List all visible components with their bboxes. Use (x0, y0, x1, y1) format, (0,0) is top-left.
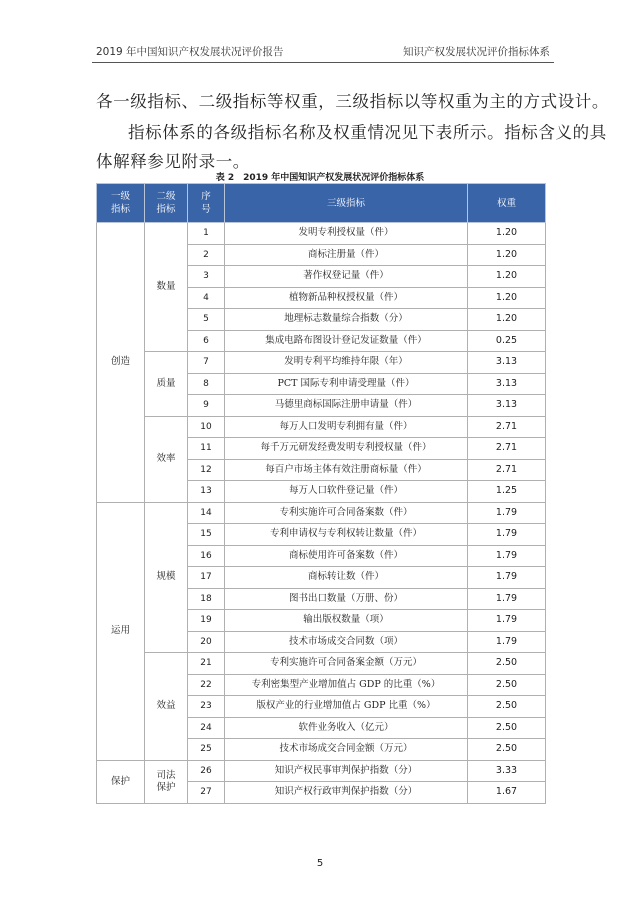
indicator-name: 每千万元研发经费发明专利授权量（件） (225, 438, 468, 460)
header-left: 2019 年中国知识产权发展状况评价报告 (96, 46, 284, 58)
indicator-weight: 2.50 (468, 717, 546, 739)
row-number: 21 (188, 653, 225, 675)
row-number: 7 (188, 352, 225, 374)
row-number: 1 (188, 223, 225, 245)
row-number: 24 (188, 717, 225, 739)
row-number: 13 (188, 481, 225, 503)
indicator-table (96, 183, 546, 804)
indicator-name: 每万人口发明专利拥有量（件） (225, 416, 468, 438)
row-number: 11 (188, 438, 225, 460)
row-number: 12 (188, 459, 225, 481)
indicator-weight: 3.13 (468, 352, 546, 374)
level2-quantity: 数量 (145, 223, 188, 352)
indicator-weight: 2.50 (468, 739, 546, 761)
indicator-weight: 1.20 (468, 244, 546, 266)
level2-benefit: 效益 (145, 653, 188, 761)
row-number: 8 (188, 373, 225, 395)
indicator-name: 植物新品种权授权量（件） (225, 287, 468, 309)
indicator-weight: 2.71 (468, 459, 546, 481)
indicator-name: 商标使用许可备案数（件） (225, 545, 468, 567)
row-number: 18 (188, 588, 225, 610)
indicator-weight: 2.71 (468, 416, 546, 438)
level2-efficiency: 效率 (145, 416, 188, 502)
indicator-name: 技术市场成交合同数（项） (225, 631, 468, 653)
body-line-1: 各一级指标、二级指标等权重，三级指标以等权重为主的方式设计。 (96, 92, 609, 111)
row-number: 15 (188, 524, 225, 546)
row-number: 10 (188, 416, 225, 438)
indicator-weight: 1.20 (468, 287, 546, 309)
indicator-weight: 3.33 (468, 760, 546, 782)
indicator-weight: 3.13 (468, 395, 546, 417)
indicator-weight: 3.13 (468, 373, 546, 395)
header-weight: 权重 (468, 184, 546, 223)
indicator-name: 图书出口数量（万册、份） (225, 588, 468, 610)
table-row (97, 653, 546, 675)
indicator-name: 专利实施许可合同备案金额（万元） (225, 653, 468, 675)
row-number: 25 (188, 739, 225, 761)
header-serial: 序 号 (188, 184, 225, 223)
indicator-name: 马德里商标国际注册申请量（件） (225, 395, 468, 417)
indicator-weight: 2.71 (468, 438, 546, 460)
indicator-weight: 1.79 (468, 567, 546, 589)
indicator-weight: 1.79 (468, 524, 546, 546)
indicator-name: 发明专利授权量（件） (225, 223, 468, 245)
row-number: 16 (188, 545, 225, 567)
row-number: 9 (188, 395, 225, 417)
level1-protect: 保护 (97, 760, 145, 803)
indicator-name: 每万人口软件登记量（件） (225, 481, 468, 503)
indicator-name: 专利实施许可合同备案数（件） (225, 502, 468, 524)
row-number: 14 (188, 502, 225, 524)
header-level1: 一级 指标 (97, 184, 145, 223)
indicator-name: 集成电路布图设计登记发证数量（件） (225, 330, 468, 352)
row-number: 6 (188, 330, 225, 352)
header-level2: 二级 指标 (145, 184, 188, 223)
indicator-weight: 1.79 (468, 631, 546, 653)
indicator-name: 知识产权行政审判保护指数（分） (225, 782, 468, 804)
table-caption: 表 2 2019 年中国知识产权发展状况评价指标体系 (215, 173, 425, 183)
indicator-name: 输出版权数量（项） (225, 610, 468, 632)
page-number: 5 (316, 858, 324, 869)
level2-scale: 规模 (145, 502, 188, 653)
page-header (96, 44, 550, 62)
indicator-name: 商标注册量（件） (225, 244, 468, 266)
indicator-name: 发明专利平均维持年限（年） (225, 352, 468, 374)
indicator-name: 商标转让数（件） (225, 567, 468, 589)
row-number: 2 (188, 244, 225, 266)
header-divider (92, 62, 554, 63)
indicator-name: 每百户市场主体有效注册商标量（件） (225, 459, 468, 481)
indicator-weight: 1.20 (468, 309, 546, 331)
row-number: 26 (188, 760, 225, 782)
row-number: 4 (188, 287, 225, 309)
indicator-weight: 0.25 (468, 330, 546, 352)
row-number: 17 (188, 567, 225, 589)
header-level3: 三级指标 (225, 184, 468, 223)
indicator-weight: 2.50 (468, 674, 546, 696)
body-line-2: 指标体系的各级指标名称及权重情况见下表所示。指标含义的具 (128, 123, 607, 142)
row-number: 20 (188, 631, 225, 653)
level2-judicial: 司法 保护 (145, 760, 188, 803)
indicator-name: 著作权登记量（件） (225, 266, 468, 288)
indicator-weight: 1.67 (468, 782, 546, 804)
row-number: 23 (188, 696, 225, 718)
table-row (97, 352, 546, 374)
indicator-weight: 1.20 (468, 223, 546, 245)
indicator-name: 地理标志数量综合指数（分） (225, 309, 468, 331)
indicator-name: 软件业务收入（亿元） (225, 717, 468, 739)
level1-use: 运用 (97, 502, 145, 760)
indicator-name: 知识产权民事审判保护指数（分） (225, 760, 468, 782)
table-row (97, 502, 546, 524)
row-number: 5 (188, 309, 225, 331)
indicator-name: 技术市场成交合同金额（万元） (225, 739, 468, 761)
indicator-name: PCT 国际专利申请受理量（件） (225, 373, 468, 395)
indicator-weight: 2.50 (468, 653, 546, 675)
row-number: 3 (188, 266, 225, 288)
indicator-weight: 1.79 (468, 545, 546, 567)
indicator-weight: 1.20 (468, 266, 546, 288)
indicator-weight: 1.79 (468, 502, 546, 524)
body-line-3: 体解释参见附录一。 (96, 152, 250, 171)
table-row (97, 416, 546, 438)
level1-create: 创造 (97, 223, 145, 503)
row-number: 19 (188, 610, 225, 632)
indicator-weight: 1.79 (468, 588, 546, 610)
row-number: 27 (188, 782, 225, 804)
level2-quality: 质量 (145, 352, 188, 417)
table-header-row (97, 184, 546, 223)
table-row (97, 223, 546, 245)
table-row (97, 760, 546, 782)
indicator-name: 专利申请权与专利权转让数量（件） (225, 524, 468, 546)
row-number: 22 (188, 674, 225, 696)
indicator-weight: 2.50 (468, 696, 546, 718)
indicator-weight: 1.79 (468, 610, 546, 632)
header-right: 知识产权发展状况评价指标体系 (403, 46, 550, 58)
indicator-name: 专利密集型产业增加值占 GDP 的比重（%） (225, 674, 468, 696)
indicator-name: 版权产业的行业增加值占 GDP 比重（%） (225, 696, 468, 718)
indicator-weight: 1.25 (468, 481, 546, 503)
